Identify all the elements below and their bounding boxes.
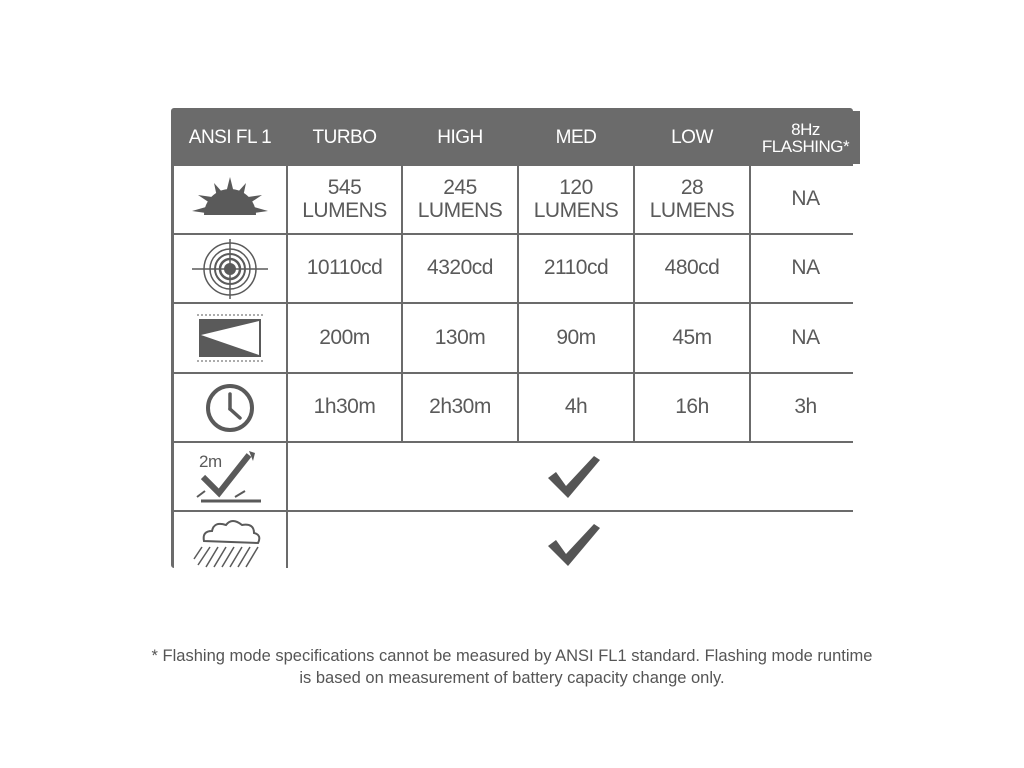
- lumens-turbo-unit: LUMENS: [302, 198, 387, 222]
- distance-med: 90m: [519, 304, 633, 372]
- lumens-turbo: [288, 166, 401, 233]
- header-med: MED: [519, 111, 633, 164]
- lumens-high: [403, 166, 517, 233]
- intensity-turbo: 10110cd: [288, 235, 401, 302]
- header-flashing-line1: 8Hz: [791, 119, 820, 139]
- distance-low: 45m: [635, 304, 749, 372]
- lumens-med-unit: LUMENS: [533, 198, 619, 222]
- spec-table: [171, 108, 853, 568]
- footnote-line2: is based on measurement of battery capacity change only.: [299, 669, 725, 687]
- runtime-clock-icon: [174, 374, 286, 441]
- header-turbo: TURBO: [288, 111, 401, 164]
- header-low: LOW: [635, 111, 749, 164]
- distance-turbo: 200m: [288, 304, 401, 372]
- impact-check-cell: [288, 443, 860, 510]
- lumens-med-value: 120: [559, 176, 593, 200]
- intensity-high: 4320cd: [403, 235, 517, 302]
- footnote: [100, 645, 924, 689]
- water-check-cell: [288, 512, 860, 577]
- distance-flashing: NA: [751, 304, 860, 372]
- water-resistance-icon: [174, 512, 286, 577]
- intensity-med: 2110cd: [519, 235, 633, 302]
- lumens-high-value: 245: [443, 176, 477, 200]
- intensity-flashing: NA: [751, 235, 860, 302]
- intensity-low: 480cd: [635, 235, 749, 302]
- runtime-flashing: 3h: [751, 374, 860, 441]
- distance-high: 130m: [403, 304, 517, 372]
- runtime-high: 2h30m: [403, 374, 517, 441]
- runtime-turbo: 1h30m: [288, 374, 401, 441]
- footnote-line1: * Flashing mode specifications cannot be measured by ANSI FL1 standard. Flashing mode runtime: [151, 647, 873, 665]
- impact-height-label: 2m: [199, 451, 222, 471]
- runtime-low: 16h: [635, 374, 749, 441]
- header-ansi: ANSI FL 1: [174, 111, 286, 164]
- lumens-low: [635, 166, 749, 233]
- lumens-low-value: 28: [680, 176, 704, 200]
- lumens-flashing: NA: [751, 166, 860, 233]
- header-flashing-line2: FLASHING*: [761, 136, 850, 156]
- checkmark-icon: [546, 522, 602, 568]
- impact-resistance-icon: [174, 443, 286, 510]
- header-flashing: [751, 111, 860, 164]
- checkmark-icon: [546, 454, 602, 500]
- beam-distance-icon: [174, 304, 286, 372]
- peak-intensity-icon: [174, 235, 286, 302]
- lumens-turbo-value: 545: [327, 176, 362, 200]
- lumens-high-unit: LUMENS: [417, 198, 503, 222]
- lumens-low-unit: LUMENS: [649, 198, 735, 222]
- light-output-icon: [174, 166, 286, 233]
- runtime-med: 4h: [519, 374, 633, 441]
- header-high: HIGH: [403, 111, 517, 164]
- lumens-med: [519, 166, 633, 233]
